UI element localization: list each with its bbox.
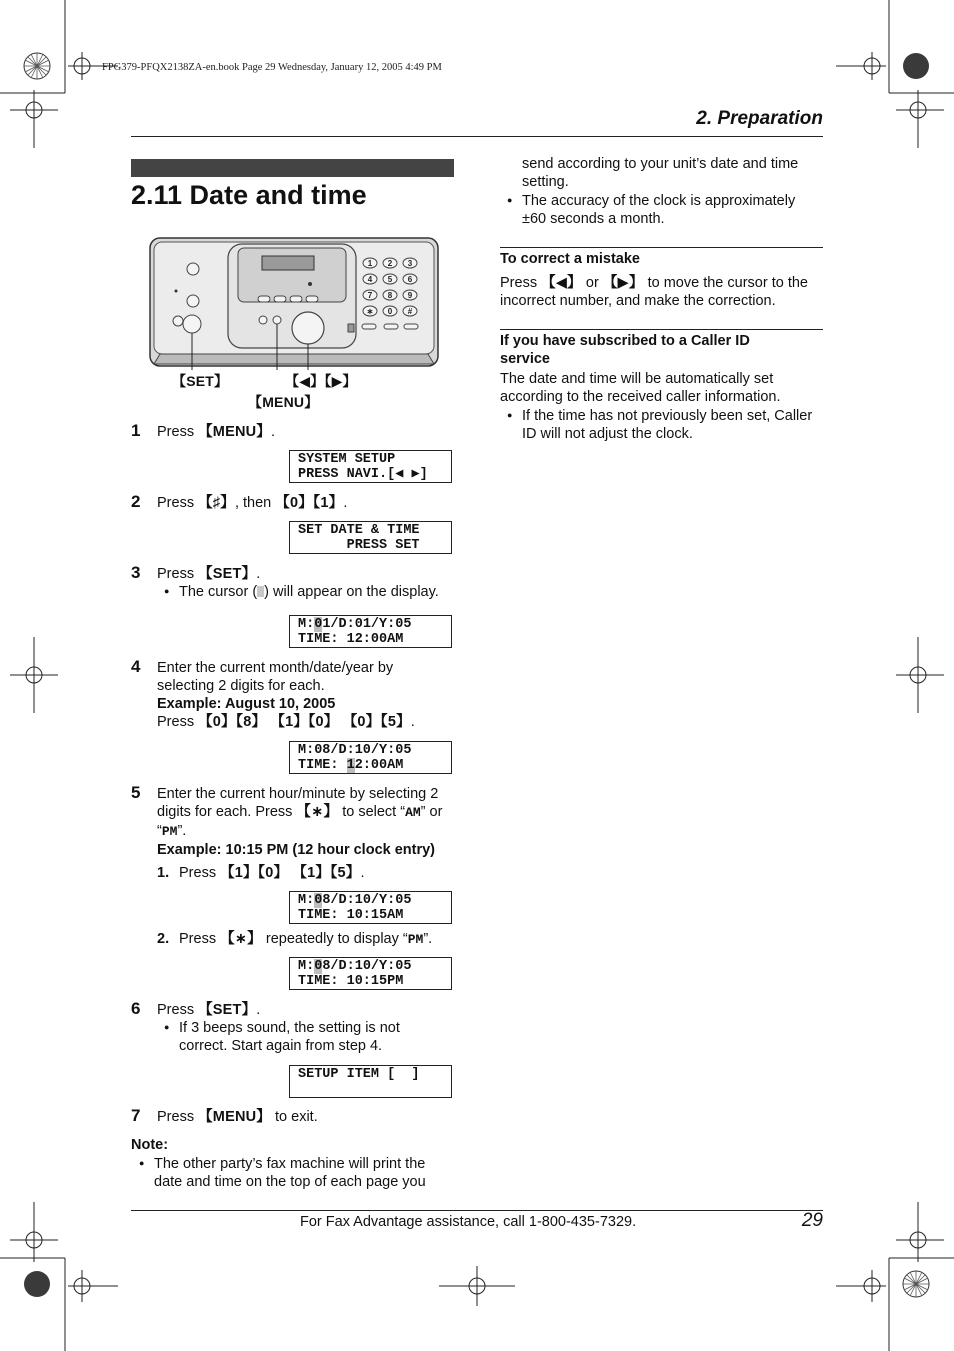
label-menu: 【MENU】	[248, 394, 319, 410]
key-9: 9	[407, 291, 413, 300]
step-5-number: 5	[131, 783, 141, 802]
bullet-icon: ●	[164, 586, 170, 596]
caller-rule	[500, 329, 823, 330]
step-5-sub2-text: Press 【∗】 repeatedly to display “PM”.	[179, 931, 433, 947]
step-6-number: 6	[131, 999, 141, 1018]
key-1: 1	[367, 259, 373, 268]
note-bullet-2: The accuracy of the clock is approximately ±60 seconds a month.	[522, 193, 796, 227]
step-2-text: Press 【♯】, then 【0】【1】.	[157, 495, 348, 511]
page-title: 2.11 Date and time	[131, 180, 367, 210]
key-3: 3	[407, 259, 413, 268]
step-5-text: Enter the current hour/minute by selecting 2 digits for each. Press 【∗】 to select “AM” or “PM”. Example: 10:15 PM (12 hour clock entry)	[157, 786, 443, 858]
step-5-sub1-number: 1.	[157, 865, 170, 881]
caller-heading: If you have subscribed to a Caller ID service	[500, 333, 750, 367]
label-navi: 【◀】【▶】	[285, 373, 357, 389]
bullet-icon: ●	[139, 1158, 145, 1168]
title-bar	[131, 159, 454, 177]
lcd-step-5b: M:08/D:10/Y:05 TIME: 10:15PM	[289, 957, 452, 990]
step-4-number: 4	[131, 657, 141, 676]
key-0: 0	[387, 307, 393, 316]
step-6-text: Press 【SET】.	[157, 1002, 261, 1018]
step-5-sub2-number: 2.	[157, 931, 170, 947]
key-6: 6	[407, 275, 413, 284]
key-8: 8	[387, 291, 393, 300]
note-bullet-1-start: The other party’s fax machine will print the date and time on the top of each page you	[154, 1156, 426, 1190]
lcd-step-1: SYSTEM SETUP PRESS NAVI.[◀ ▶]	[289, 450, 452, 483]
step-7-text: Press 【MENU】 to exit.	[157, 1109, 318, 1125]
bullet-icon: ●	[507, 195, 513, 205]
note-bullet-1-cont: send according to your unit’s date and time setting.	[522, 156, 799, 190]
key-4: 4	[367, 275, 373, 284]
step-3-number: 3	[131, 563, 141, 582]
print-info: FPG379-PFQX2138ZA-en.book Page 29 Wednesday, January 12, 2005 4:49 PM	[102, 62, 442, 73]
key-7: 7	[367, 291, 373, 300]
page-number: 29	[801, 1210, 823, 1231]
footer-text: For Fax Advantage assistance, call 1-800-435-7329.	[300, 1214, 637, 1230]
lcd-step-2: SET DATE & TIME PRESS SET	[289, 521, 452, 554]
label-set: 【SET】	[172, 373, 229, 389]
header-rule	[131, 136, 823, 137]
step-3-bullet: The cursor ( ) will appear on the display.	[179, 584, 439, 600]
step-3-text: Press 【SET】.	[157, 566, 261, 582]
correct-rule	[500, 247, 823, 248]
step-1-text: Press 【MENU】.	[157, 424, 276, 440]
step-5-sub1-text: Press 【1】【0】 【1】【5】.	[179, 865, 365, 881]
lcd-step-5a: M:08/D:10/Y:05 TIME: 10:15AM	[289, 891, 452, 924]
note-heading: Note:	[131, 1137, 169, 1153]
key-5: 5	[387, 275, 393, 284]
correct-text: Press 【◀】 or 【▶】 to move the cursor to the incorrect number, and make the correction.	[500, 275, 808, 309]
caller-bullet: If the time has not previously been set, Caller ID will not adjust the clock.	[522, 408, 813, 442]
fax-machine-illustration	[148, 236, 440, 370]
step-6-bullet: If 3 beeps sound, the setting is not correct. Start again from step 4.	[179, 1020, 400, 1054]
lcd-step-3: M:01/D:01/Y:05 TIME: 12:00AM	[289, 615, 452, 648]
step-4-text: Enter the current month/date/year by selecting 2 digits for each. Example: August 10, 2005 Press 【0】【8】 【1】【0】 【0】【5】.	[157, 660, 415, 730]
step-1-number: 1	[131, 421, 141, 440]
key-star: ∗	[366, 307, 374, 316]
lcd-step-6: SETUP ITEM [ ]	[289, 1065, 452, 1098]
caller-text: The date and time will be automatically set according to the received caller information.	[500, 371, 781, 405]
step-2-number: 2	[131, 492, 141, 511]
section-header: 2. Preparation	[696, 108, 823, 129]
key-2: 2	[387, 259, 393, 268]
key-hash: #	[407, 307, 413, 316]
step-7-number: 7	[131, 1106, 141, 1125]
lcd-step-4: M:08/D:10/Y:05 TIME: 12:00AM	[289, 741, 452, 774]
bullet-icon: ●	[507, 410, 513, 420]
footer-rule	[131, 1210, 823, 1211]
bullet-icon: ●	[164, 1022, 170, 1032]
correct-heading: To correct a mistake	[500, 251, 640, 267]
